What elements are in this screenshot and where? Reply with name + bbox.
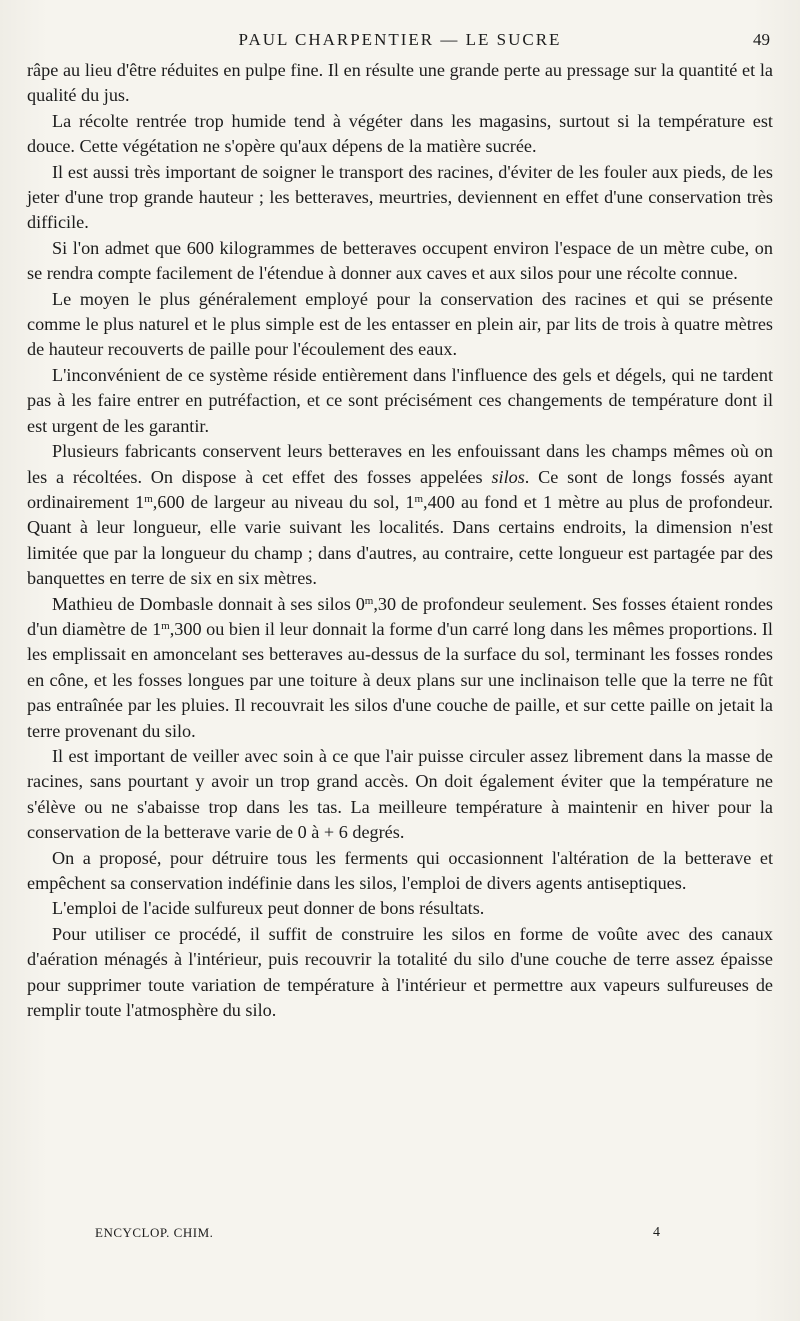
paragraph: râpe au lieu d'être réduites en pulpe fine. Il en résulte une grande perte au pressage sur la quantité et la qualité du jus.	[27, 60, 773, 106]
running-head	[30, 28, 770, 54]
paragraph: On a proposé, pour détruire tous les ferments qui occasionnent l'altération de la betterave et empêchent sa conservation indéfinie dans les silos, l'emploi de divers agents antiseptiques.	[27, 847, 773, 893]
footer-sheet-number: 4	[653, 1225, 660, 1240]
paragraph-mathieu	[27, 592, 773, 744]
body-text	[27, 58, 773, 1023]
paragraph: La récolte rentrée trop humide tend à végéter dans les magasins, surtout si la température est douce. Cette végétation ne s'opère qu'aux dépens de la matière sucrée.	[27, 110, 773, 157]
running-head-title: PAUL CHARPENTIER — LE SUCRE	[238, 30, 562, 49]
text-run: Mathieu de Dombasle donnait à ses silos 0	[52, 593, 365, 614]
text-run: ,30 de profondeur seulement. Ses fosses étaient rondes d'un diamètre de 1	[27, 593, 773, 639]
italic-term: silos	[491, 466, 525, 487]
unit-superscript: m	[161, 619, 170, 632]
paragraph: Il est important de veiller avec soin à ce que l'air puisse circuler assez librement dans la masse de racines, sans pourtant y avoir un trop grand accès. On doit également éviter que la température ne s'élève ou ne s'abaisse trop dans les tas. La meilleure température à maintenir en hiver pour la conservation de la betterave varie de 0 à + 6 degrés.	[27, 745, 773, 843]
paragraph: Pour utiliser ce procédé, il suffit de construire les silos en forme de voûte avec des canaux d'aération ménagés à l'intérieur, puis recouvrir la totalité du silo d'une couche de terre assez épaisse pour supprimer toute variation de température à l'intérieur et permettre aux vapeurs sulfureuses de remplir toute l'atmosphère du silo.	[27, 923, 773, 1021]
text-run: Plusieurs fabricants conservent leurs betteraves en les enfouissant dans les champs mêmes où on les a récoltées. On dispose à cet effet des fosses appelées	[27, 441, 773, 487]
page-number: 49	[753, 30, 770, 49]
unit-superscript: m	[414, 492, 424, 505]
page-footer	[95, 1225, 660, 1245]
text-run: . Ce sont de longs fossés ayant ordinairement 1	[27, 466, 773, 512]
paragraph-silos	[27, 439, 773, 591]
footer-signature: ENCYCLOP. CHIM.	[95, 1225, 214, 1240]
unit-superscript: m	[144, 492, 153, 505]
text-run: ,400 au fond et 1 mètre au plus de profondeur. Quant à leur longueur, elle varie suivant les localités. Dans certains endroits, la dimension n'est limitée que par la longueur du champ ; dans d'autres, au contraire, cette longueur est partagée par des banquettes en terre de six en six mètres.	[27, 491, 774, 589]
paragraph: Si l'on admet que 600 kilogrammes de betteraves occupent environ l'espace de un mètre cube, on se rendra compte facilement de l'étendue à donner aux caves et aux silos pour une récolte connue.	[27, 237, 773, 284]
text-run: ,600 de largeur au niveau du sol, 1	[152, 491, 415, 512]
paragraph: L'emploi de l'acide sulfureux peut donner de bons résultats.	[52, 898, 485, 919]
paragraph: L'inconvénient de ce système réside entièrement dans l'influence des gels et dégels, qui ne tardent pas à les faire entrer en putréfaction, et ce sont précisément ces changements de température dont il est urgent de les garantir.	[27, 364, 773, 436]
text-run: ,300 ou bien il leur donnait la forme d'un carré long dans les mêmes proportions. Il les emplissait en amoncelant ses betteraves au-dessus de la surface du sol, terminant les fosses rondes en cône, et les fosses longues par une toiture à deux plans sur une inclinaison telle que la terre ne fût pas entraînée par les pluies. Il recouvrait les silos d'une couche de paille, et sur cette paille on jetait la terre provenant du silo.	[27, 618, 773, 741]
unit-superscript: m	[364, 594, 374, 607]
paragraph: Le moyen le plus généralement employé pour la conservation des racines et qui se présente comme le plus naturel et le plus simple est de les entasser en plein air, par lits de trois à quatre mètres de hauteur recouverts de paille pour l'écoulement des eaux.	[27, 288, 773, 360]
paragraph: Il est aussi très important de soigner le transport des racines, d'éviter de les fouler aux pieds, de les jeter d'une trop grande hauteur ; les betteraves, meurtries, deviennent en effet d'une conservation très difficile.	[27, 161, 773, 233]
